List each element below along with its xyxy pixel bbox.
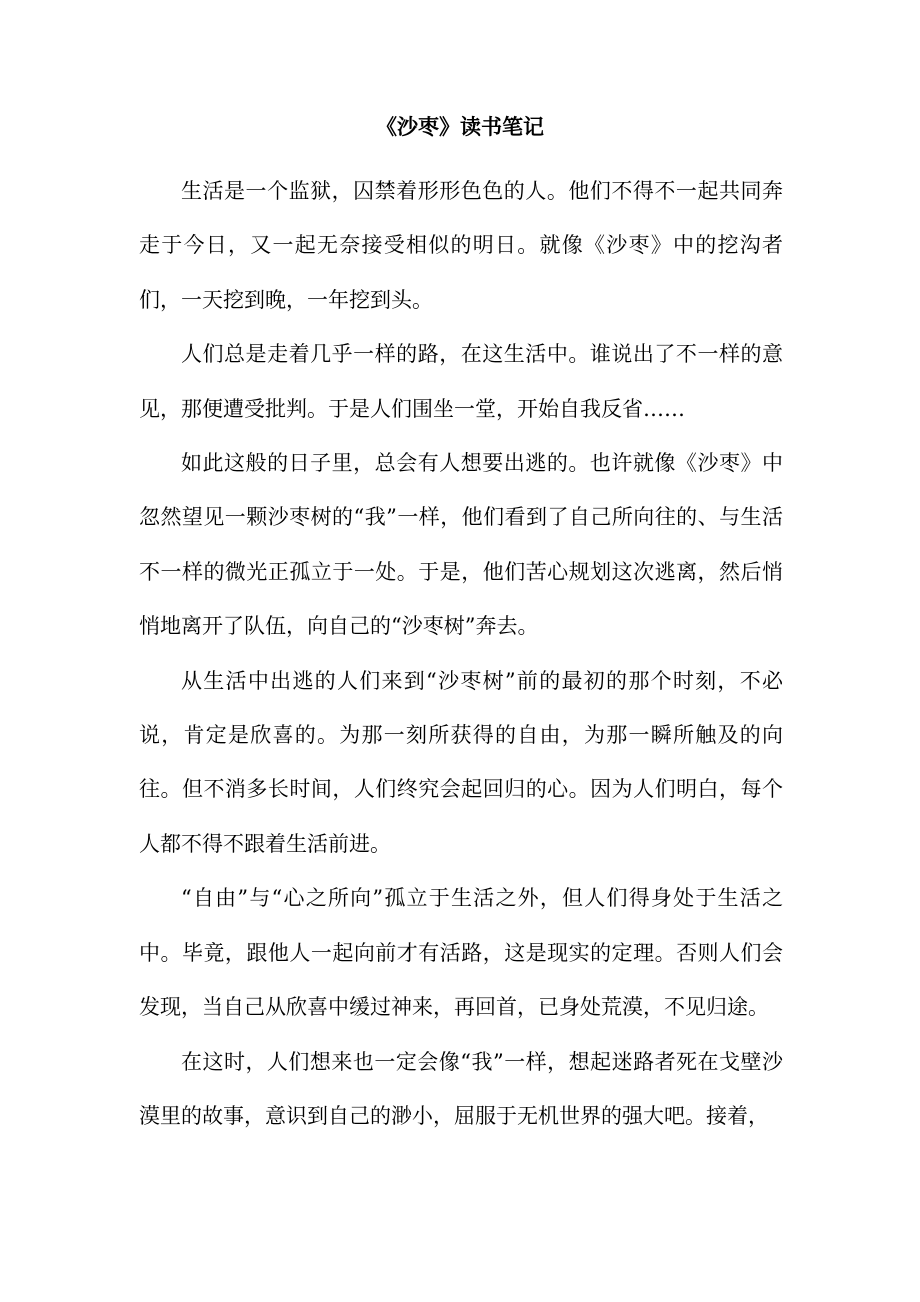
paragraph-6: 在这时，人们想来也一定会像“我”一样，想起迷路者死在戈壁沙漠里的故事，意识到自己的渺小，屈服于无机世界的强大吧。接着，	[139, 1049, 783, 1128]
paragraph-1: 生活是一个监狱，囚禁着形形色色的人。他们不得不一起共同奔走于今日，又一起无奈接受相似的明日。就像《沙枣》中的挖沟者们，一天挖到晚，一年挖到头。	[139, 179, 783, 312]
paragraph-5: “自由”与“心之所向”孤立于生活之外，但人们得身处于生活之中。毕竟，跟他人一起向前才有活路，这是现实的定理。否则人们会发现，当自己从欣喜中缓过神来，再回首，已身处荒漠，不见归途。	[139, 886, 783, 1020]
document-title: 《沙枣》读书笔记	[376, 114, 544, 139]
paragraph-4: 从生活中出逃的人们来到“沙枣树”前的最初的那个时刻，不必说，肯定是欣喜的。为那一刻所获得的自由，为那一瞬所触及的向往。但不消多长时间，人们终究会起回归的心。因为人们明白，每个人都不得不跟着生活前进。	[139, 668, 783, 856]
paragraph-3: 如此这般的日子里，总会有人想要出逃的。也许就像《沙枣》中忽然望见一颗沙枣树的“我”一样，他们看到了自己所向往的、与生活不一样的微光正孤立于一处。于是，他们苦心规划这次逃离，然后悄悄地离开了队伍，向自己的“沙枣树”奔去。	[139, 451, 783, 639]
document-body	[139, 164, 783, 1143]
paragraph-2: 人们总是走着几乎一样的路，在这生活中。谁说出了不一样的意见，那便遭受批判。于是人们围坐一堂，开始自我反省……	[139, 342, 783, 421]
